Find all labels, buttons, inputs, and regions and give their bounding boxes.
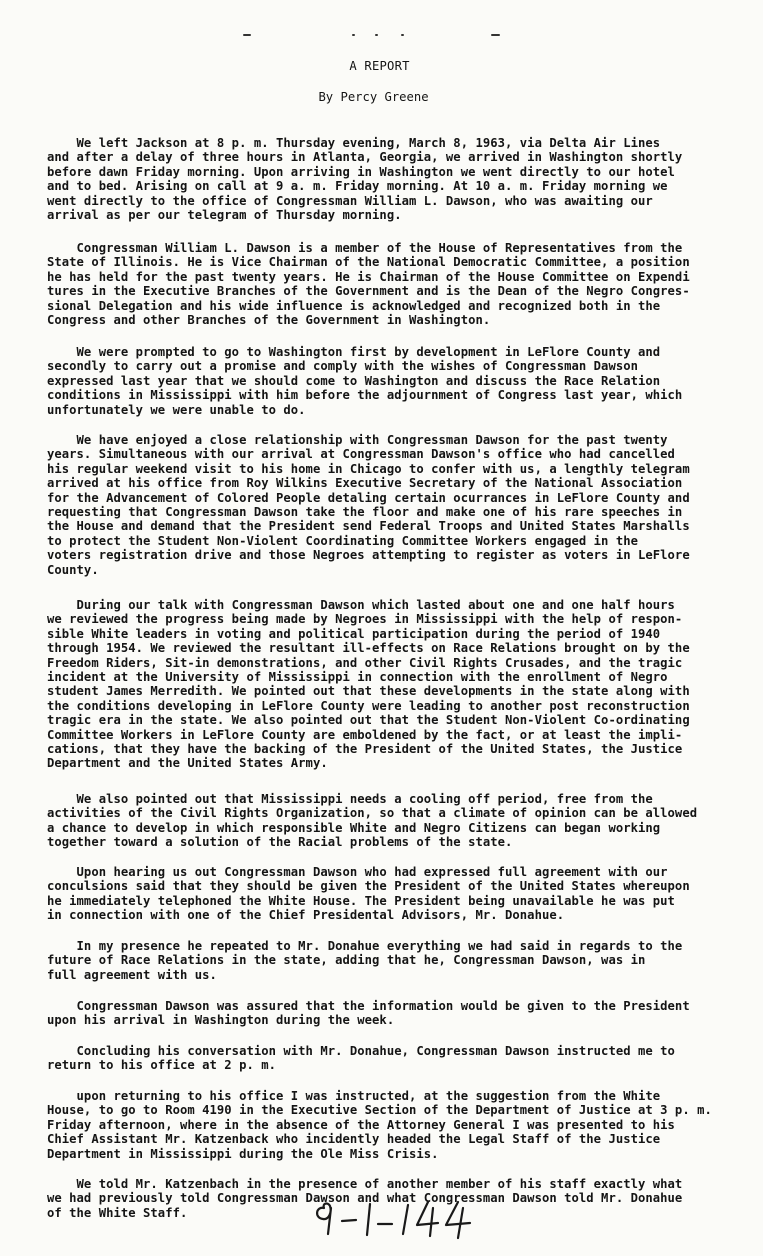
paragraph-5: During our talk with Congressman Dawson which lasted about one and one half hours we reviewed the progress being made by Negroes in Mississippi with the help of respon- sible White leaders in voting and political participation during the period of 1940 through 1954. We reviewed the resultant ill-effects on Race Relations brought on by the Freedom Riders, Sit-in demonstrations, and other Civil Rights Crusades, and the tragic incident at the University of Mississippi in connection with the enrollment of Negro student James Merredith. We pointed out that these developments in the state along with the conditions developing in LeFlore County were leading to another post reconstruction tragic era in the state. We also pointed out that the Student Non-Violent Co-ordinating Committee Workers in LeFlore County are emboldened by the fact, or at least the impli- cations, that they have the backing of the President of the United States, the Justice Department and the United States Army. xyxy=(47,598,690,771)
paragraph-12: We told Mr. Katzenbach in the presence of another member of his staff exactly what we had previously told Congressman Dawson and what Congressman Dawson told Mr. Donahue of the White Staff. xyxy=(47,1177,683,1220)
paragraph-11: upon returning to his office I was instructed, at the suggestion from the White House, to go to Room 4190 in the Executive Section of the Department of Justice at 3 p. m. Friday afternoon, where in the absence of the Attorney General I was presented to his Chief Assistant Mr. Katzenback who incidently headed the Legal Staff of the Justice Department in Mississippi during the Ole Miss Crisis. xyxy=(47,1089,712,1161)
speck xyxy=(243,34,251,36)
paragraph-9: Congressman Dawson was assured that the information would be given to the President upon his arrival in Washington during the week. xyxy=(47,999,690,1028)
paragraph-3: We were prompted to go to Washington first by development in LeFlore County and secondly to carry out a promise and comply with the wishes of Congressman Dawson expressed last year that we should come to Washington and discuss the Race Relation conditions in Mississippi with him before the adjournment of Congress last year, which unfortunately we were unable to do. xyxy=(47,345,683,417)
speck xyxy=(375,34,378,36)
paragraph-8: In my presence he repeated to Mr. Donahue everything we had said in regards to the future of Race Relations in the state, adding that he, Congressman Dawson, was in full agreement with us. xyxy=(47,939,683,982)
paragraph-6: We also pointed out that Mississippi needs a cooling off period, free from the activities of the Civil Rights Organization, so that a climate of opinion can be allowed a chance to develop in which responsible White and Negro Citizens can began working together toward a solution of the Racial problems of the state. xyxy=(47,792,698,850)
scan-specks xyxy=(235,28,535,42)
handwritten-mark xyxy=(312,1194,487,1244)
speck xyxy=(352,34,355,36)
paragraph-7: Upon hearing us out Congressman Dawson who had expressed full agreement with our conculsions said that they should be given the President of the United States whereupon he immediately telephoned the White House. The President being unavailable he was put in connection with one of the Chief Presidental Advisors, Mr. Donahue. xyxy=(47,865,690,923)
paragraph-10: Concluding his conversation with Mr. Donahue, Congressman Dawson instructed me to return to his office at 2 p. m. xyxy=(47,1044,675,1073)
speck xyxy=(491,34,500,36)
paragraph-2: Congressman William L. Dawson is a member of the House of Representatives from the State of Illinois. He is Vice Chairman of the National Democratic Committee, a position he has held for the past twenty years. He is Chairman of the House Committee on Expendi tures in the Executive Branches of the Government and is the Dean of the Negro Congres- sional Delegation and his wide influence is acknowledged and recognized both in the Congress and other Branches of the Government in Washington. xyxy=(47,241,690,328)
report-byline: By Percy Greene xyxy=(318,90,429,104)
handwritten-file-number xyxy=(312,1194,487,1244)
speck xyxy=(401,34,404,36)
paragraph-1: We left Jackson at 8 p. m. Thursday evening, March 8, 1963, via Delta Air Lines and after a delay of three hours in Atlanta, Georgia, we arrived in Washington shortly before dawn Friday morning. Upon arriving in Washington we went directly to our hotel and to bed. Arising on call at 9 a. m. Friday morning. At 10 a. m. Friday morning we went directly to the office of Congressman William L. Dawson, who was awaiting our arrival as per our telegram of Thursday morning. xyxy=(47,136,683,223)
report-title: A REPORT xyxy=(349,59,410,73)
paragraph-4: We have enjoyed a close relationship with Congressman Dawson for the past twenty years. Simultaneous with our arrival at Congressman Dawson's office who had cancelled his regular weekend visit to his home in Chicago to confer with us, a lengthly telegram arrived at his office from Roy Wilkins Executive Secretary of the National Association for the Advancement of Colored People detaling certain ocurrances in LeFlore County and requesting that Congressman Dawson take the floor and make one of his rare speeches in the House and demand that the President send Federal Troops and United States Marshalls to protect the Student Non-Violent Coordinating Committee Workers engaged in the voters registration drive and those Negroes attempting to register as voters in LeFlore County. xyxy=(47,433,690,577)
